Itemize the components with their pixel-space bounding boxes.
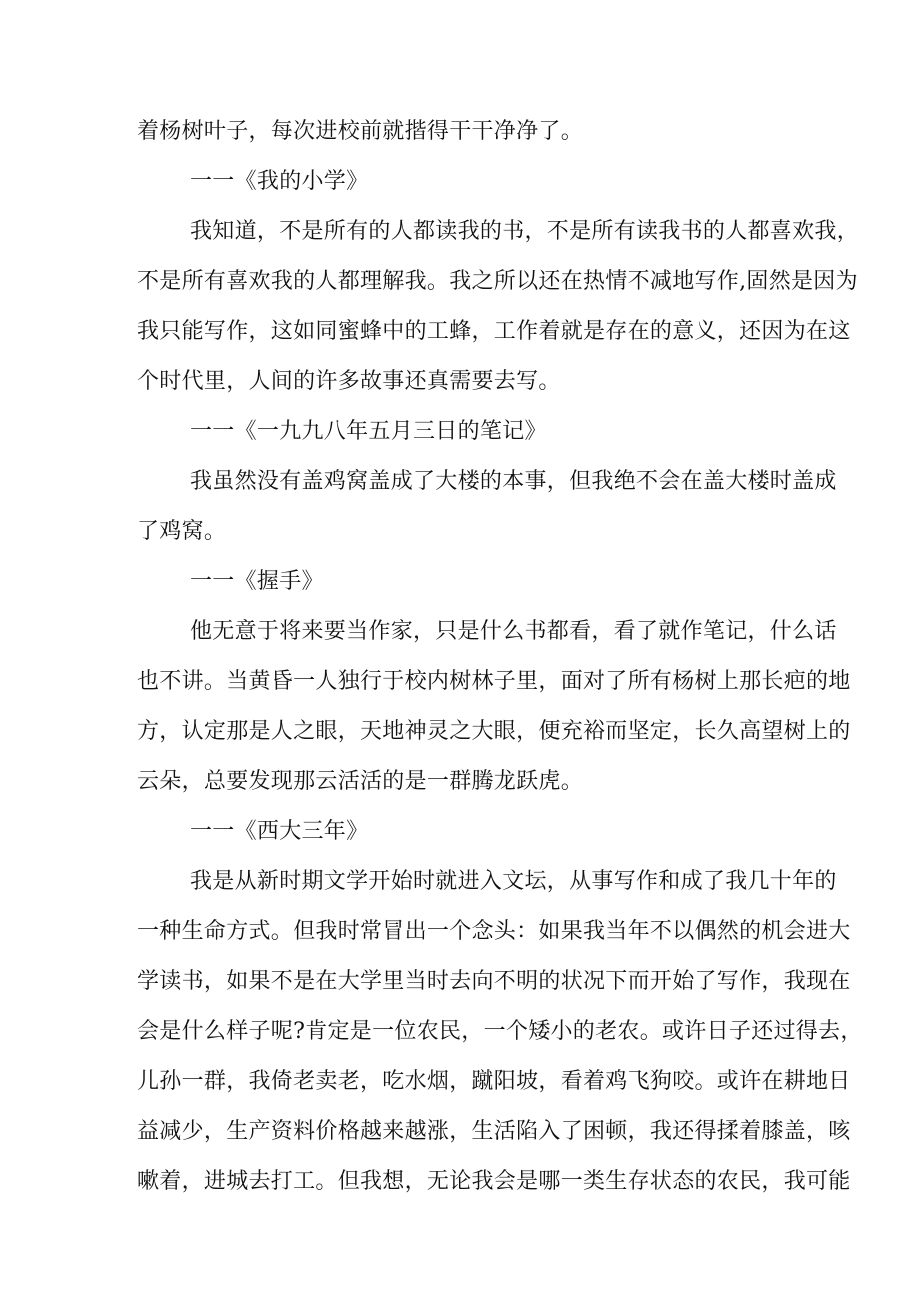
- text-line: 我只能写作，这如同蜜蜂中的工蜂，工作着就是存在的意义，还因为在这: [137, 319, 851, 344]
- citation-line: 一一《握手》: [190, 569, 324, 594]
- text-line: 方，认定那是人之眼，天地神灵之大眼，便充裕而坚定，长久高望树上的: [137, 719, 851, 744]
- text-line: 嗽着，进城去打工。但我想，无论我会是哪一类生存状态的农民，我可能: [137, 1169, 851, 1194]
- text-line: 儿孙一群，我倚老卖老，吃水烟，蹴阳坡，看着鸡飞狗咬。或许在耕地日: [137, 1069, 851, 1094]
- text-line: 一种生命方式。但我时常冒出一个念头：如果我当年不以偶然的机会进大: [137, 919, 851, 944]
- text-line: 也不讲。当黄昏一人独行于校内树林子里，面对了所有杨树上那长疤的地: [137, 669, 851, 694]
- text-line: 会是什么样子呢?肯定是一位农民，一个矮小的老农。或许日子还过得去，: [137, 1019, 863, 1044]
- text-line: 着杨树叶子，每次进校前就揩得干干净净了。: [137, 119, 584, 144]
- text-line: 了鸡窝。: [137, 519, 227, 544]
- citation-line: 一一《一九九八年五月三日的笔记》: [190, 419, 547, 444]
- text-line: 个时代里，人间的许多故事还真需要去写。: [137, 369, 561, 394]
- citation-line: 一一《我的小学》: [190, 169, 369, 194]
- text-line: 他无意于将来要当作家，只是什么书都看，看了就作笔记，什么话: [190, 619, 837, 644]
- text-line: 学读书，如果不是在大学里当时去向不明的状况下而开始了写作，我现在: [137, 969, 851, 994]
- citation-line: 一一《西大三年》: [190, 819, 369, 844]
- text-line: 不是所有喜欢我的人都理解我。我之所以还在热情不减地写作,固然是因为: [137, 269, 858, 294]
- text-line: 云朵，总要发现那云活活的是一群腾龙跃虎。: [137, 769, 584, 794]
- text-line: 我是从新时期文学开始时就进入文坛，从事写作和成了我几十年的: [190, 869, 837, 894]
- text-line: 我知道，不是所有的人都读我的书，不是所有读我书的人都喜欢我，: [190, 219, 860, 244]
- text-line: 我虽然没有盖鸡窝盖成了大楼的本事，但我绝不会在盖大楼时盖成: [190, 469, 837, 494]
- text-line: 益减少，生产资料价格越来越涨，生活陷入了困顿，我还得揉着膝盖，咳: [137, 1119, 851, 1144]
